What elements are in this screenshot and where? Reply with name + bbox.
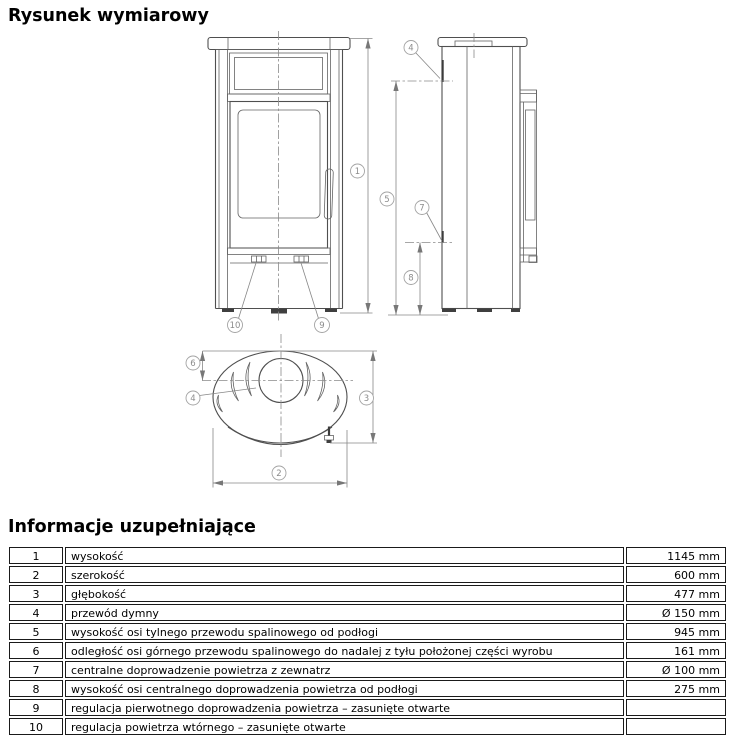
row-label: centralne doprowadzenie powietrza z zewnatrz bbox=[65, 661, 624, 678]
row-label: odległość osi górnego przewodu spalinowego do nadalej z tyłu położonej części wyrobu bbox=[65, 642, 624, 659]
row-number: 10 bbox=[9, 718, 63, 735]
row-value: Ø 150 mm bbox=[626, 604, 726, 621]
row-label: szerokość bbox=[65, 566, 624, 583]
callout-10 bbox=[228, 318, 243, 333]
door-handle bbox=[324, 169, 333, 219]
row-number: 2 bbox=[9, 566, 63, 583]
row-number: 9 bbox=[9, 699, 63, 716]
row-label: wysokość osi centralnego doprowadzenia powietrza od podłogi bbox=[65, 680, 624, 697]
top-view bbox=[202, 334, 353, 457]
callout-1 bbox=[351, 164, 365, 178]
callout-5 bbox=[380, 192, 394, 206]
svg-text:8: 8 bbox=[408, 273, 414, 284]
row-label: przewód dymny bbox=[65, 604, 624, 621]
row-value bbox=[626, 718, 726, 735]
secondary-air-slider bbox=[294, 256, 309, 262]
svg-text:10: 10 bbox=[229, 321, 241, 331]
table-row bbox=[9, 547, 726, 564]
front-view bbox=[208, 31, 350, 321]
row-number: 4 bbox=[9, 604, 63, 621]
svg-text:1: 1 bbox=[354, 167, 361, 177]
row-value: 161 mm bbox=[626, 642, 726, 659]
row-value: 945 mm bbox=[626, 623, 726, 640]
row-value: 600 mm bbox=[626, 566, 726, 583]
svg-text:4: 4 bbox=[408, 43, 414, 54]
row-value: 1145 mm bbox=[626, 547, 726, 564]
row-value bbox=[626, 699, 726, 716]
callout-3 bbox=[360, 391, 374, 405]
svg-text:9: 9 bbox=[319, 321, 325, 331]
table-row bbox=[9, 623, 726, 640]
row-label: wysokość bbox=[65, 547, 624, 564]
info-table bbox=[7, 545, 728, 737]
side-view bbox=[391, 33, 537, 312]
primary-air-slider bbox=[252, 256, 267, 262]
row-label: regulacja pierwotnego doprowadzenia powietrza – zasunięte otwarte bbox=[65, 699, 624, 716]
callout-2 bbox=[272, 466, 286, 480]
callout-6 bbox=[186, 356, 200, 370]
row-value: 477 mm bbox=[626, 585, 726, 602]
svg-text:6: 6 bbox=[190, 359, 196, 369]
svg-text:5: 5 bbox=[384, 195, 390, 205]
table-row bbox=[9, 699, 726, 716]
row-value: 275 mm bbox=[626, 680, 726, 697]
svg-text:3: 3 bbox=[363, 394, 370, 404]
table-row bbox=[9, 642, 726, 659]
row-number: 7 bbox=[9, 661, 63, 678]
table-row bbox=[9, 718, 726, 735]
latch-detail bbox=[325, 427, 334, 444]
vent-slots bbox=[217, 362, 339, 412]
table-row bbox=[9, 585, 726, 602]
row-number: 5 bbox=[9, 623, 63, 640]
row-number: 3 bbox=[9, 585, 63, 602]
row-number: 8 bbox=[9, 680, 63, 697]
callout-9 bbox=[315, 318, 330, 333]
callout-7 bbox=[415, 201, 429, 215]
table-row bbox=[9, 566, 726, 583]
svg-text:2: 2 bbox=[276, 469, 282, 479]
row-label: głębokość bbox=[65, 585, 624, 602]
row-number: 6 bbox=[9, 642, 63, 659]
row-number: 1 bbox=[9, 547, 63, 564]
row-label: wysokość osi tylnego przewodu spalinowego od podłogi bbox=[65, 623, 624, 640]
callout-4-side bbox=[404, 41, 418, 55]
svg-text:7: 7 bbox=[419, 203, 425, 214]
page-title: Rysunek wymiarowy bbox=[8, 6, 209, 26]
row-label: regulacja powietrza wtórnego – zasunięte otwarte bbox=[65, 718, 624, 735]
table-row bbox=[9, 661, 726, 678]
callouts bbox=[186, 41, 429, 481]
row-value: Ø 100 mm bbox=[626, 661, 726, 678]
svg-text:4: 4 bbox=[190, 394, 196, 404]
table-row bbox=[9, 680, 726, 697]
section-title: Informacje uzupełniające bbox=[8, 517, 256, 537]
front-edge-arc bbox=[228, 427, 332, 445]
callout-8 bbox=[404, 271, 418, 285]
table-row bbox=[9, 604, 726, 621]
callout-4-top bbox=[186, 391, 200, 405]
